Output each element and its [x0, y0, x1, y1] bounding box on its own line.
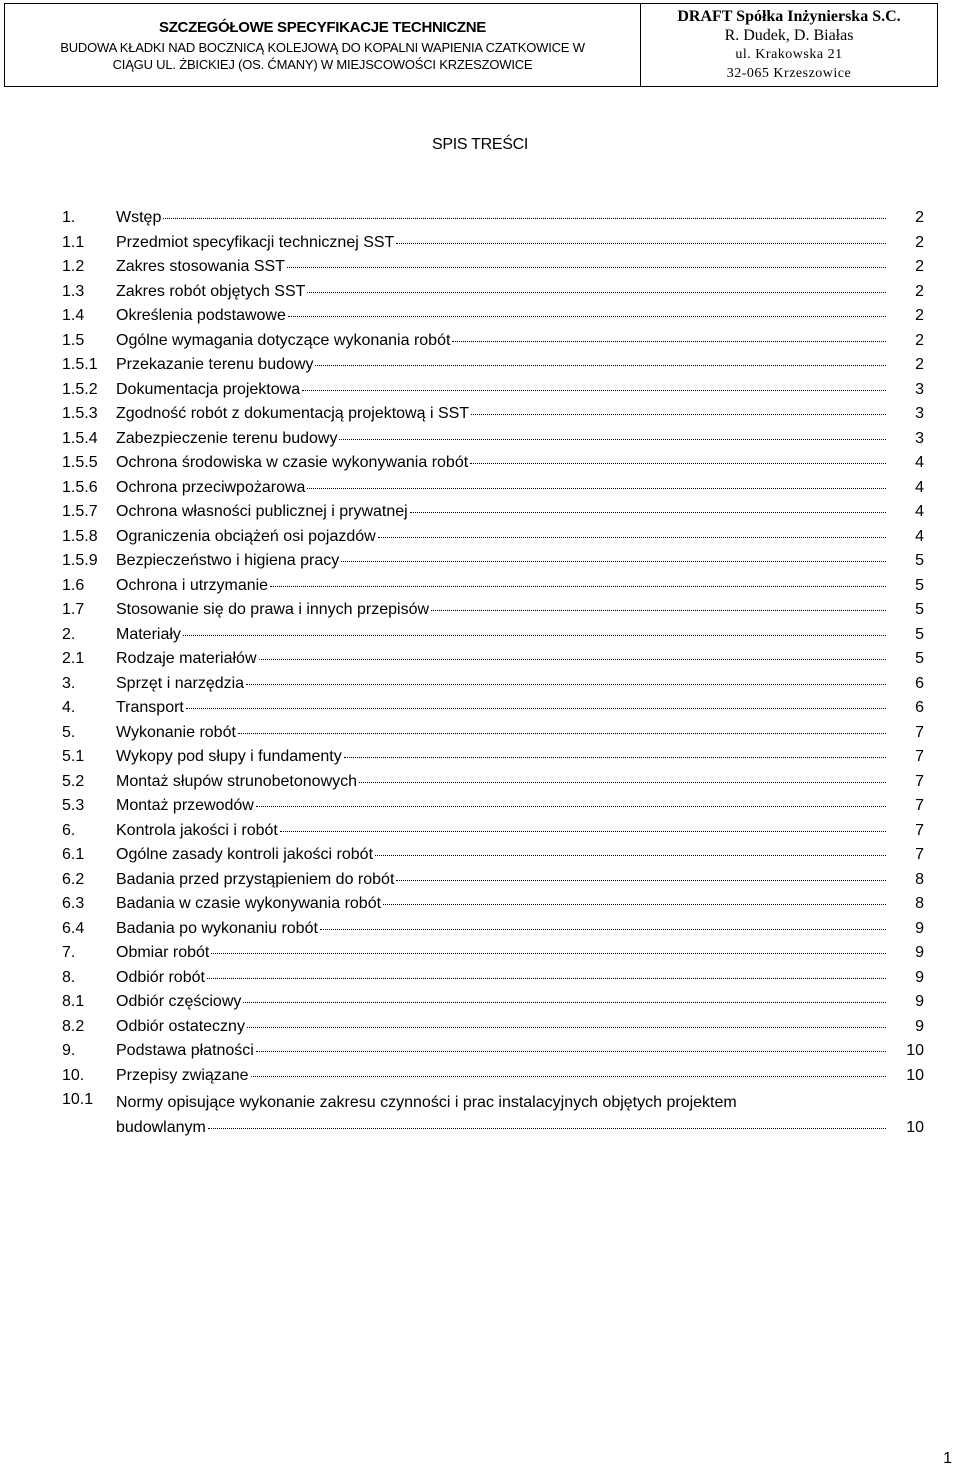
toc-entry-label: Wstęp	[116, 209, 162, 226]
toc-entry[interactable]	[62, 430, 924, 455]
toc-entry-label: Przekazanie terenu budowy	[116, 356, 314, 373]
header-city: 32-065 Krzeszowice	[726, 66, 852, 81]
toc-leader-dots	[344, 757, 886, 758]
toc-leader-dots	[280, 831, 886, 832]
toc-entry-number: 1.3	[62, 282, 85, 300]
toc-entry-number: 1.6	[62, 576, 85, 594]
toc-leader-dots	[243, 1002, 886, 1003]
toc-entry-label: Badania przed przystąpieniem do robót	[116, 870, 395, 888]
toc-leader-dots	[208, 1128, 886, 1129]
toc-entry-number: 6.4	[62, 919, 85, 937]
toc-leader-dots	[471, 414, 886, 415]
toc-entry-page: 5	[915, 601, 924, 618]
toc-entry-page: 8	[915, 870, 924, 888]
toc-entry-label-continued: budowlanym	[116, 1118, 206, 1136]
toc-entry-number: 2.	[62, 625, 76, 643]
toc-entry-number: 1.5.9	[62, 552, 98, 569]
toc-entry-page: 8	[915, 895, 924, 912]
toc-entry-number: 8.2	[62, 1017, 85, 1035]
toc-entry-number: 1.5.6	[62, 478, 98, 496]
toc-entry-number: 10.	[62, 1066, 85, 1084]
toc-entry-number: 4.	[62, 699, 76, 716]
header-subtitle-line2: CIĄGU UL. ŻBICKIEJ (OS. ĆMANY) W MIEJSCOWOŚCI KRZESZOWICE	[112, 57, 533, 72]
toc-leader-dots	[247, 1027, 886, 1028]
toc-entry-page: 6	[915, 699, 924, 716]
toc-leader-dots	[383, 904, 886, 905]
toc-entry[interactable]	[62, 601, 924, 626]
header-subtitle-line1: BUDOWA KŁADKI NAD BOCZNICĄ KOLEJOWĄ DO KOPALNI WAPIENIA CZATKOWICE W	[60, 40, 585, 55]
header-title: SZCZEGÓŁOWE SPECYFIKACJE TECHNICZNE	[158, 19, 487, 36]
toc-entry-page: 2	[915, 209, 924, 226]
toc-entry-label: Ochrona środowiska w czasie wykonywania robót	[116, 454, 469, 471]
toc-entry[interactable]	[62, 724, 924, 749]
toc-entry-number: 1.5.2	[62, 380, 98, 398]
toc-leader-dots	[396, 243, 886, 244]
toc-entry-label: Kontrola jakości i robót	[116, 821, 278, 839]
toc-entry-page: 10	[906, 1066, 924, 1084]
toc-leader-dots	[410, 512, 886, 513]
toc-leader-dots	[246, 684, 886, 685]
toc-entry-label: Obmiar robót	[116, 944, 210, 961]
toc-entry-number: 5.	[62, 723, 76, 741]
toc-entry-number: 1.7	[62, 601, 85, 618]
toc-entry-page: 7	[915, 748, 924, 765]
toc-entry[interactable]	[62, 258, 924, 283]
toc-entry[interactable]	[62, 234, 924, 259]
toc-entry-page: 2	[915, 356, 924, 373]
toc-entry-number: 10.1	[62, 1091, 94, 1108]
toc-entry[interactable]	[62, 1067, 924, 1092]
toc-entry[interactable]	[62, 920, 924, 945]
toc-leader-dots	[359, 782, 886, 783]
toc-entry-page: 2	[915, 233, 924, 251]
toc-entry-number: 6.1	[62, 846, 85, 863]
toc-entry[interactable]	[62, 307, 924, 332]
toc-entry[interactable]	[62, 993, 924, 1018]
toc-entry-page: 10	[906, 1042, 924, 1059]
toc-entry[interactable]	[62, 846, 924, 871]
toc-entry[interactable]	[62, 503, 924, 528]
toc-leader-dots	[307, 488, 886, 489]
toc-entry[interactable]	[62, 1091, 924, 1140]
toc-leader-dots	[452, 341, 886, 342]
toc-leader-dots	[315, 365, 886, 366]
toc-entry-label: Montaż słupów strunobetonowych	[116, 772, 358, 790]
toc-entry[interactable]	[62, 577, 924, 602]
toc-entry-label: Bezpieczeństwo i higiena pracy	[116, 552, 340, 569]
toc-leader-dots	[470, 463, 886, 464]
toc-entry-number: 6.3	[62, 895, 85, 912]
toc-entry-label: Ochrona własności publicznej i prywatnej	[116, 503, 408, 520]
toc-entry-number: 7.	[62, 944, 76, 961]
toc-leader-dots	[302, 390, 886, 391]
toc-entry[interactable]	[62, 650, 924, 675]
toc-leader-dots	[396, 880, 886, 881]
toc-entry-page: 4	[915, 527, 924, 545]
toc-entry-number: 2.1	[62, 650, 85, 667]
toc-leader-dots	[307, 292, 886, 293]
toc-entry[interactable]	[62, 552, 924, 577]
toc-entry-number: 6.	[62, 821, 76, 839]
toc-entry[interactable]	[62, 479, 924, 504]
toc-entry-label: Montaż przewodów	[116, 797, 254, 814]
toc-entry-page: 3	[915, 405, 924, 422]
toc-entry[interactable]	[62, 675, 924, 700]
toc-entry-label: Stosowanie się do prawa i innych przepisów	[116, 601, 430, 618]
header-company-box	[641, 4, 937, 86]
toc-entry-label: Zgodność robót z dokumentacją projektową i SST	[116, 405, 470, 422]
toc-entry-number: 1.5.1	[62, 356, 98, 373]
toc-entry-page: 5	[915, 552, 924, 569]
toc-entry-number: 8.	[62, 968, 76, 986]
toc-leader-dots	[288, 316, 886, 317]
toc-entry-page: 4	[915, 454, 924, 471]
toc-entry-number: 1.5.5	[62, 454, 98, 471]
toc-entry[interactable]	[62, 381, 924, 406]
toc-entry-page: 3	[915, 429, 924, 447]
toc-entry[interactable]	[62, 332, 924, 357]
toc-entry-page: 4	[915, 503, 924, 520]
toc-entry-page: 2	[915, 307, 924, 324]
toc-entry[interactable]	[62, 209, 924, 234]
toc-entry-label: Transport	[116, 699, 184, 716]
toc-entry-label: Ochrona i utrzymanie	[116, 576, 269, 594]
toc-entry-label: Materiały	[116, 625, 181, 643]
toc-leader-dots	[287, 267, 886, 268]
toc-entry-page: 7	[915, 797, 924, 814]
toc-entry-page: 2	[915, 258, 924, 275]
toc-leader-dots	[238, 733, 886, 734]
toc-entry-label: Wykopy pod słupy i fundamenty	[116, 748, 342, 765]
toc-entry-number: 1.5	[62, 331, 85, 349]
toc-entry[interactable]	[62, 797, 924, 822]
toc-entry-number: 6.2	[62, 870, 85, 888]
toc-entry-number: 1.5.4	[62, 429, 98, 447]
toc-entry-label: Odbiór częściowy	[116, 993, 242, 1010]
toc-entry-page: 2	[915, 331, 924, 349]
toc-leader-dots	[251, 1076, 887, 1077]
toc-entry-label: Przedmiot specyfikacji technicznej SST	[116, 233, 395, 251]
toc-entry-label: Przepisy związane	[116, 1066, 249, 1084]
toc-entry[interactable]	[62, 1018, 924, 1043]
toc-entry-label: Badania po wykonaniu robót	[116, 919, 318, 937]
toc-leader-dots	[207, 978, 886, 979]
page-number: 1	[943, 1450, 952, 1467]
toc-entry-page: 4	[915, 478, 924, 496]
toc-leader-dots	[211, 953, 886, 954]
header-company: DRAFT Spółka Inżynierska S.C.	[677, 8, 901, 25]
toc-entry-page: 7	[915, 723, 924, 741]
toc-leader-dots	[378, 537, 886, 538]
toc-entry-number: 8.1	[62, 993, 85, 1010]
toc-entry-page: 5	[915, 576, 924, 594]
toc-entry-page: 10	[906, 1118, 924, 1136]
toc-leader-dots	[320, 929, 886, 930]
toc-entry[interactable]	[62, 871, 924, 896]
toc-entry[interactable]	[62, 944, 924, 969]
toc-entry-number: 3.	[62, 674, 76, 692]
toc-entry-number: 1.5.7	[62, 503, 98, 520]
toc-entry-label: Sprzęt i narzędzia	[116, 674, 245, 692]
toc-entry-label: Zabezpieczenie terenu budowy	[116, 429, 338, 447]
toc-entry-label: Zakres robót objętych SST	[116, 282, 306, 300]
toc-leader-dots	[270, 586, 886, 587]
toc-entry-label: Zakres stosowania SST	[116, 258, 285, 275]
toc-entry-label: Ograniczenia obciążeń osi pojazdów	[116, 527, 376, 545]
toc-entry[interactable]	[62, 283, 924, 308]
toc-leader-dots	[183, 635, 886, 636]
toc-entry-number: 1.	[62, 209, 76, 226]
toc-entry[interactable]	[62, 748, 924, 773]
table-of-contents	[62, 209, 924, 1140]
toc-entry-label: Wykonanie robót	[116, 723, 236, 741]
header-names: R. Dudek, D. Białas	[724, 27, 854, 44]
toc-entry-number: 5.3	[62, 797, 85, 814]
toc-title: SPIS TREŚCI	[432, 136, 528, 153]
toc-entry[interactable]	[62, 969, 924, 994]
toc-entry-number: 1.4	[62, 307, 85, 324]
toc-entry-label: Odbiór ostateczny	[116, 1017, 245, 1035]
toc-entry-page: 5	[915, 625, 924, 643]
toc-entry-label: Ochrona przeciwpożarowa	[116, 478, 306, 496]
toc-entry-number: 1.2	[62, 258, 85, 275]
toc-entry-page: 9	[915, 1017, 924, 1035]
toc-entry-number: 5.1	[62, 748, 85, 765]
toc-entry[interactable]	[62, 454, 924, 479]
toc-entry[interactable]	[62, 626, 924, 651]
toc-leader-dots	[256, 806, 886, 807]
toc-entry-page: 7	[915, 821, 924, 839]
toc-entry-label: Normy opisujące wykonanie zakresu czynności i prac instalacyjnych objętych projektem	[116, 1094, 737, 1111]
toc-entry[interactable]	[62, 356, 924, 381]
toc-entry-page: 2	[915, 282, 924, 300]
toc-leader-dots	[339, 439, 886, 440]
toc-entry-page: 9	[915, 944, 924, 961]
toc-leader-dots	[163, 218, 886, 219]
toc-entry-page: 7	[915, 772, 924, 790]
toc-entry-label: Odbiór robót	[116, 968, 205, 986]
toc-leader-dots	[341, 561, 886, 562]
toc-entry-number: 1.1	[62, 233, 85, 251]
toc-entry[interactable]	[62, 405, 924, 430]
toc-entry-number: 1.5.8	[62, 527, 98, 545]
toc-entry-number: 9.	[62, 1042, 76, 1059]
toc-entry-label: Podstawa płatności	[116, 1042, 254, 1059]
toc-entry[interactable]	[62, 773, 924, 798]
toc-entry-label: Badania w czasie wykonywania robót	[116, 895, 382, 912]
toc-entry-page: 3	[915, 380, 924, 398]
toc-entry-page: 9	[915, 919, 924, 937]
toc-leader-dots	[256, 1051, 886, 1052]
toc-entry-page: 6	[915, 674, 924, 692]
toc-entry-label: Dokumentacja projektowa	[116, 380, 301, 398]
toc-entry-label: Ogólne wymagania dotyczące wykonania robót	[116, 331, 451, 349]
toc-entry[interactable]	[62, 699, 924, 724]
toc-entry-page: 9	[915, 993, 924, 1010]
toc-entry-page: 9	[915, 968, 924, 986]
header-street: ul. Krakowska 21	[735, 47, 843, 62]
header-project-box	[5, 4, 641, 86]
toc-entry-page: 7	[915, 846, 924, 863]
toc-entry[interactable]	[62, 1042, 924, 1067]
toc-entry-number: 5.2	[62, 772, 85, 790]
toc-entry-label: Rodzaje materiałów	[116, 650, 257, 667]
toc-leader-dots	[259, 659, 886, 660]
toc-entry[interactable]	[62, 822, 924, 847]
toc-entry[interactable]	[62, 528, 924, 553]
toc-leader-dots	[186, 708, 886, 709]
toc-entry-page: 5	[915, 650, 924, 667]
toc-entry-number: 1.5.3	[62, 405, 98, 422]
document-header	[4, 3, 938, 87]
toc-entry-label: Określenia podstawowe	[116, 307, 286, 324]
toc-leader-dots	[431, 610, 886, 611]
toc-entry[interactable]	[62, 895, 924, 920]
toc-entry-label: Ogólne zasady kontroli jakości robót	[116, 846, 374, 863]
toc-leader-dots	[375, 855, 886, 856]
